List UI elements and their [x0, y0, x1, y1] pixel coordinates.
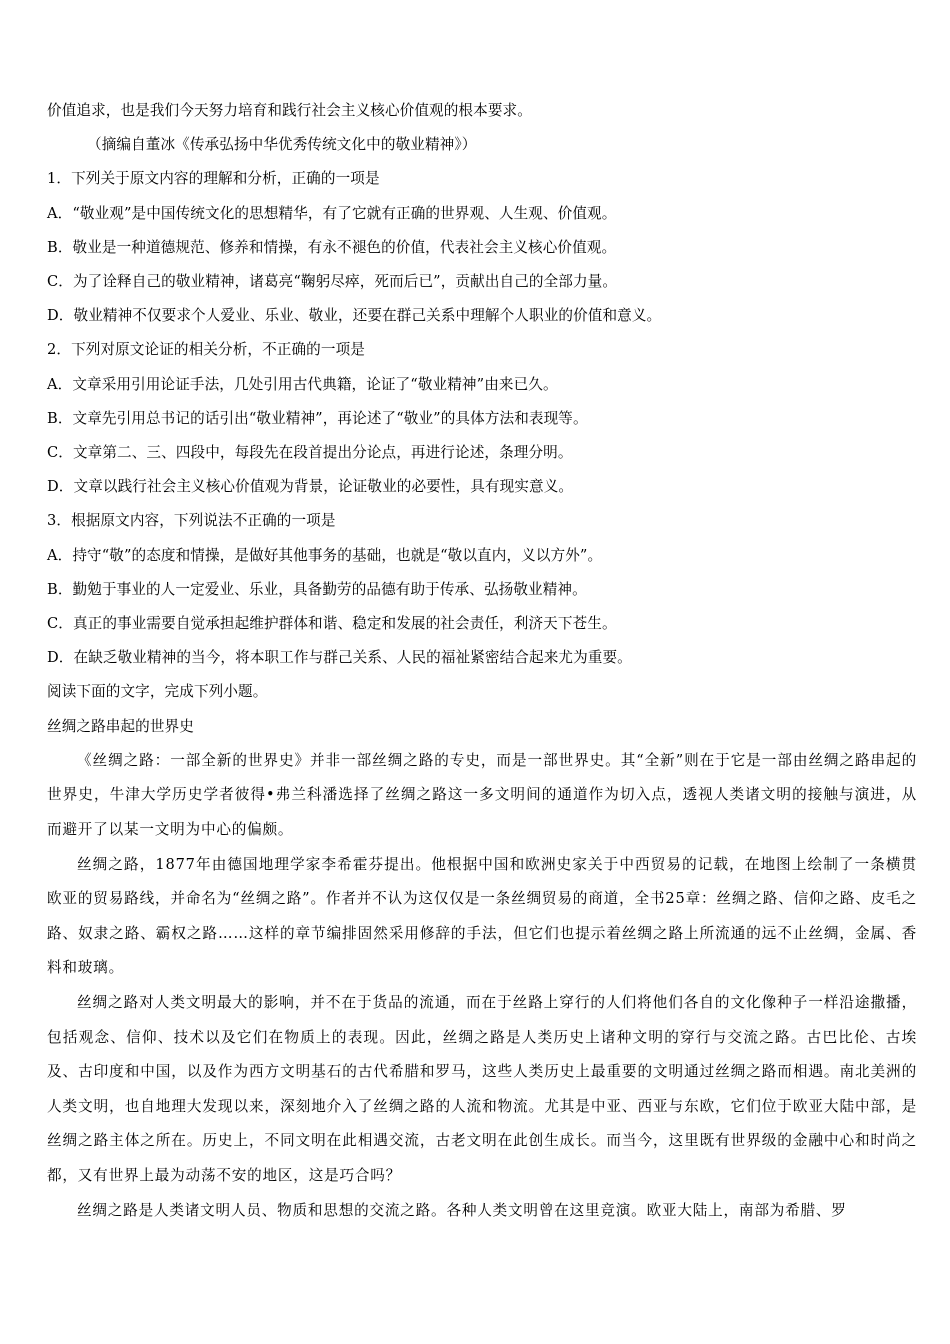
article-title: 丝绸之路串起的世界史	[47, 717, 194, 735]
question-stem: 2．下列对原文论证的相关分析，不正确的一项是	[47, 341, 365, 359]
question-option: C．真正的事业需要自觉承担起维护群体和谐、稳定和发展的社会责任，利济天下苍生。	[47, 615, 617, 633]
intro-line: 价值追求，也是我们今天努力培育和践行社会主义核心价值观的根本要求。	[47, 102, 532, 119]
question-option: A．持守“敬”的态度和情操，是做好其他事务的基础，也就是“敬以直内，义以方外”。	[47, 546, 603, 564]
article-paragraph: 丝绸之路，1877年由德国地理学家李希霍芬提出。他根据中国和欧洲史家关于中西贸易的记载，在地图上绘制了一条横贯欧亚的贸易路线，并命名为“丝绸之路”。作者并不认为这仅仅是一条丝绸贸易的商道，全书25章：丝绸之路、信仰之路、皮毛之路、奴隶之路、霸权之路……这样的章节编排固然采用修辞的手法，但它们也提示着丝绸之路上所流通的远不止丝绸，金属、香料和玻璃。	[47, 855, 917, 977]
question-option: B．勤勉于事业的人一定爱业、乐业，具备勤劳的品德有助于传承、弘扬敬业精神。	[47, 580, 587, 598]
question-option: B．敬业是一种道德规范、修养和情操，有永不褪色的价值，代表社会主义核心价值观。	[47, 238, 617, 256]
article-paragraph: 丝绸之路是人类诸文明人员、物质和思想的交流之路。各种人类文明曾在这里竞演。欧亚大陆上，南部为希腊、罗	[77, 1201, 847, 1219]
question-option: C．文章第二、三、四段中，每段先在段首提出分论点，再进行论述，条理分明。	[47, 444, 573, 462]
question-option: D．文章以践行社会主义核心价值观为背景，论证敬业的必要性，具有现实意义。	[47, 478, 574, 496]
question-option: D．敬业精神不仅要求个人爱业、乐业、敬业，还要在群己关系中理解个人职业的价值和意义。	[47, 307, 662, 325]
question-option: A．“敬业观”是中国传统文化的思想精华，有了它就有正确的世界观、人生观、价值观。	[47, 204, 617, 222]
reading-instruction: 阅读下面的文字，完成下列小题。	[47, 683, 268, 701]
article-paragraph: 《丝绸之路：一部全新的世界史》并非一部丝绸之路的专史，而是一部世界史。其“全新”则在于它是一部由丝绸之路串起的世界史，牛津大学历史学者彼得•弗兰科潘选择了丝绸之路这一多文明间的通道作为切入点，透视人类诸文明的接触与演进，从而避开了以某一文明为中心的偏颇。	[47, 751, 917, 839]
source-citation: （摘编自董冰《传承弘扬中华优秀传统文化中的敬业精神》）	[87, 136, 477, 154]
document-page	[47, 94, 917, 1228]
question-option: D．在缺乏敬业精神的当今，将本职工作与群己关系、人民的福祉紧密结合起来尤为重要。	[47, 649, 632, 667]
article-paragraph: 丝绸之路对人类文明最大的影响，并不在于货品的流通，而在于丝路上穿行的人们将他们各自的文化像种子一样沿途撒播，包括观念、信仰、技术以及它们在物质上的表现。因此，丝绸之路是人类历史上诸种文明的穿行与交流之路。古巴比伦、古埃及、古印度和中国，以及作为西方文明基石的古代希腊和罗马，这些人类历史上最重要的文明通过丝绸之路而相遇。南北美洲的人类文明，也自地理大发现以来，深刻地介入了丝绸之路的人流和物流。尤其是中亚、西亚与东欧，它们位于欧亚大陆中部，是丝绸之路主体之所在。历史上，不同文明在此相遇交流，古老文明在此创生成长。而当今，这里既有世界级的金融中心和时尚之都，又有世界上最为动荡不安的地区，这是巧合吗？	[47, 994, 917, 1184]
question-option: B．文章先引用总书记的话引出“敬业精神”，再论述了“敬业”的具体方法和表现等。	[47, 409, 588, 427]
question-stem: 3．根据原文内容，下列说法不正确的一项是	[47, 512, 336, 530]
question-option: A．文章采用引用论证手法，几处引用古代典籍，论证了“敬业精神”由来已久。	[47, 375, 558, 393]
question-stem: 1．下列关于原文内容的理解和分析，正确的一项是	[47, 170, 380, 188]
question-option: C．为了诠释自己的敬业精神，诸葛亮“鞠躬尽瘁，死而后已”，贡献出自己的全部力量。	[47, 273, 618, 291]
